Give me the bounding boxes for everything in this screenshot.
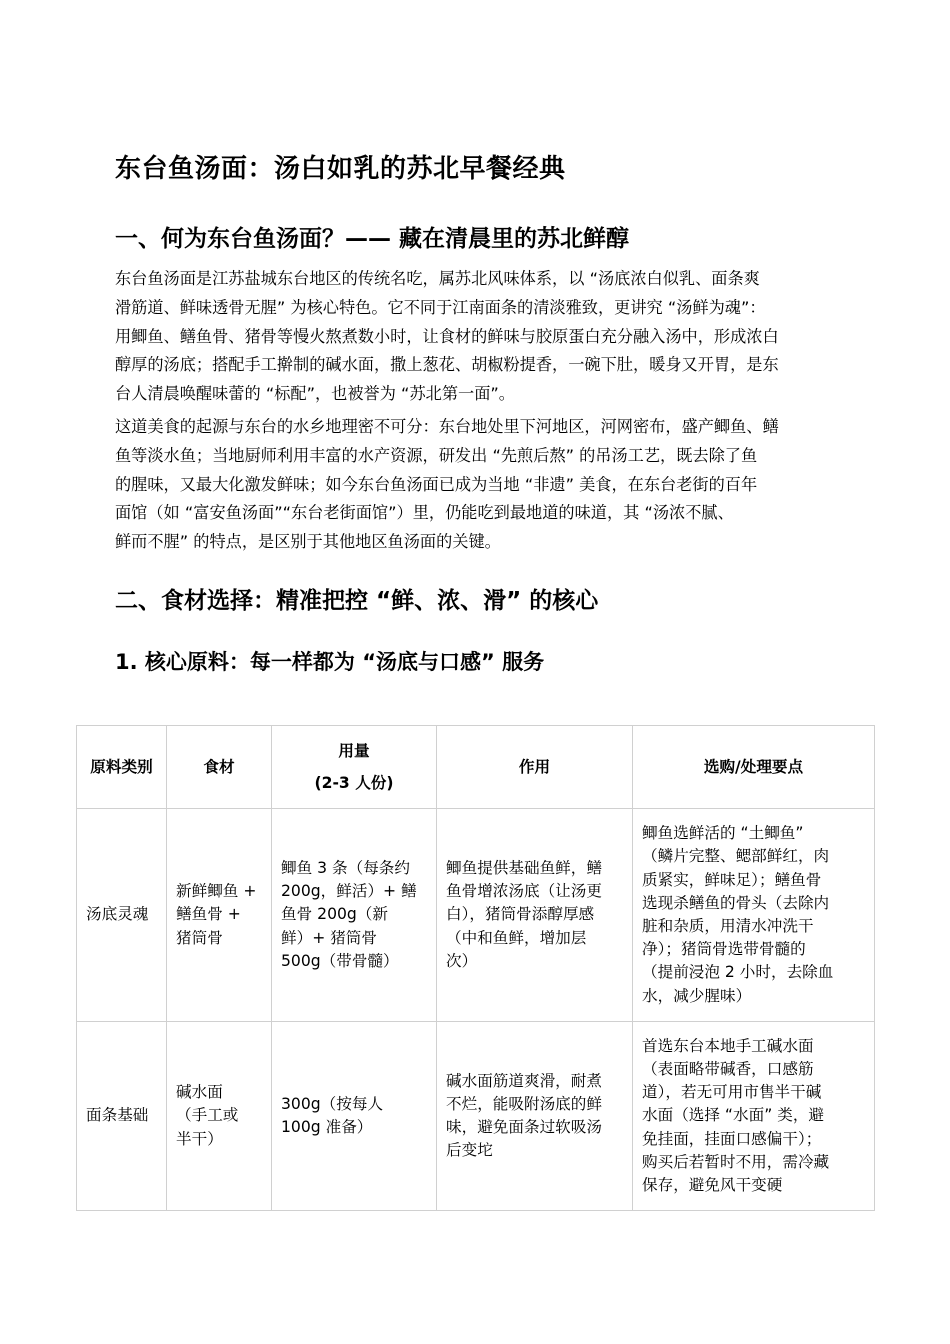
cell-line: 首选东台本地手工碱水面 <box>642 1036 814 1055</box>
cell-line: 白），猪筒骨添醇厚感 <box>446 905 595 924</box>
cell-line: （中和鱼鲜，增加层 <box>446 928 587 947</box>
cell-line: 次） <box>446 951 478 970</box>
header-category: 原料类别 <box>77 726 167 809</box>
cell-function <box>437 1022 633 1211</box>
paragraph-line: 台人清晨唤醒味蕾的 “标配”，也被誉为 “苏北第一面”。 <box>115 384 515 404</box>
cell-line: 鲫鱼选鲜活的 “土鲫鱼” <box>642 824 804 843</box>
cell-line: （手工或 <box>176 1106 239 1125</box>
ingredients-table <box>76 725 875 1211</box>
cell-line: 300g（按每人 <box>281 1094 384 1113</box>
paragraph-line: 鲜而不腥” 的特点，是区别于其他地区鱼汤面的关键。 <box>115 532 501 552</box>
cell-amount <box>272 1022 437 1211</box>
document-title: 东台鱼汤面：汤白如乳的苏北早餐经典 <box>115 154 566 184</box>
paragraph-line: 鱼等淡水鱼；当地厨师利用丰富的水产资源，研发出 “先煎后熬” 的吊汤工艺，既去除了鱼 <box>115 445 758 465</box>
cell-ingredient <box>167 809 272 1022</box>
cell-line: （鳞片完整、鳃部鲜红，肉 <box>642 847 830 866</box>
section2-heading: 二、食材选择：精准把控 “鲜、浓、滑” 的核心 <box>115 588 599 614</box>
cell-line: 购买后若暂时不用，需冷藏 <box>642 1152 830 1171</box>
cell-line: 脏和杂质，用清水冲洗干 <box>642 917 814 935</box>
paragraph-line: 滑筋道、鲜味透骨无腥” 为核心特色。它不同于江南面条的清淡雅致，更讲究 “汤鲜为魂”： <box>115 297 766 317</box>
paragraph-line: 醇厚的汤底；搭配手工擀制的碱水面，撒上葱花、胡椒粉提香，一碗下肚，暖身又开胃，是东 <box>115 355 779 375</box>
cell-line: 新鲜鲫鱼 + <box>176 882 257 901</box>
table-row <box>77 809 875 1022</box>
cell-tips <box>633 809 875 1022</box>
paragraph-line: 用鲫鱼、鳝鱼骨、猪骨等慢火熬煮数小时，让食材的鲜味与胶原蛋白充分融入汤中，形成浓白 <box>115 326 779 346</box>
paragraph-line: 的腥味，又最大化激发鲜味；如今东台鱼汤面已成为当地 “非遗” 美食，在东台老街的百年 <box>115 474 758 494</box>
header-tips: 选购/处理要点 <box>633 726 875 809</box>
table-row <box>77 1022 875 1211</box>
paragraph-line: 东台鱼汤面是江苏盐城东台地区的传统名吃，属苏北风味体系，以 “汤底浓白似乳、面条爽 <box>115 269 760 288</box>
header-amount-line1: 用量 <box>338 742 370 760</box>
cell-line: 100g 准备） <box>281 1118 373 1136</box>
cell-line: 味，避免面条过软吸汤 <box>446 1118 602 1136</box>
cell-category: 汤底灵魂 <box>77 809 167 1022</box>
table-header-row <box>77 726 875 809</box>
cell-line: 碱水面 <box>176 1083 223 1102</box>
cell-line: 水，减少腥味） <box>642 986 752 1005</box>
paragraph-line: 面馆（如 “富安鱼汤面”“东台老街面馆”）里，仍能吃到最地道的味道，其 “汤浓不腻、 <box>115 503 734 523</box>
section1-paragraph2 <box>115 413 840 557</box>
cell-line: （提前浸泡 2 小时，去除血 <box>642 963 834 982</box>
cell-line: 鱼骨增浓汤底（让汤更 <box>446 882 602 901</box>
cell-line: 后变坨 <box>446 1141 493 1160</box>
section1-heading: 一、何为东台鱼汤面？—— 藏在清晨里的苏北鲜醇 <box>115 226 630 252</box>
section1-paragraph1 <box>115 265 840 409</box>
cell-line: （表面略带碱香，口感筋 <box>642 1059 814 1078</box>
header-amount <box>272 726 437 809</box>
cell-line: 质紧实，鲜味足）；鳝鱼骨 <box>642 870 822 889</box>
cell-line: 半干） <box>176 1129 223 1148</box>
cell-line: 鲫鱼 3 条（每条约 <box>281 858 410 877</box>
cell-line: 500g（带骨髓） <box>281 951 399 970</box>
cell-line: 鲜）+ 猪筒骨 <box>281 928 377 947</box>
cell-line: 鲫鱼提供基础鱼鲜，鳝 <box>446 858 602 877</box>
cell-amount <box>272 809 437 1022</box>
cell-line: 200g，鲜活）+ 鳝 <box>281 882 417 901</box>
cell-line: 鱼骨 200g（新 <box>281 905 388 924</box>
cell-line: 不烂，能吸附汤底的鲜 <box>446 1094 602 1113</box>
cell-line: 免挂面，挂面口感偏干）； <box>642 1129 822 1148</box>
cell-line: 鳝鱼骨 + <box>176 905 241 924</box>
cell-line: 碱水面筋道爽滑，耐煮 <box>446 1071 602 1090</box>
cell-tips <box>633 1022 875 1211</box>
cell-line: 水面（选择 “水面” 类，避 <box>642 1106 825 1125</box>
cell-line: 选现杀鳝鱼的骨头（去除内 <box>642 893 830 912</box>
paragraph-line: 这道美食的起源与东台的水乡地理密不可分：东台地处里下河地区，河网密布，盛产鲫鱼、鳝 <box>115 417 779 436</box>
cell-function <box>437 809 633 1022</box>
cell-ingredient <box>167 1022 272 1211</box>
header-ingredient: 食材 <box>167 726 272 809</box>
cell-line: 保存，避免风干变硬 <box>642 1176 783 1194</box>
cell-line: 净）；猪筒骨选带骨髓的 <box>642 940 806 959</box>
header-amount-line2: (2-3 人份) <box>314 774 394 792</box>
section2-subheading: 1. 核心原料：每一样都为 “汤底与口感” 服务 <box>115 650 545 674</box>
cell-line: 道），若无可用市售半干碱 <box>642 1083 822 1102</box>
header-function: 作用 <box>437 726 633 809</box>
cell-line: 猪筒骨 <box>176 928 223 947</box>
cell-category: 面条基础 <box>77 1022 167 1211</box>
